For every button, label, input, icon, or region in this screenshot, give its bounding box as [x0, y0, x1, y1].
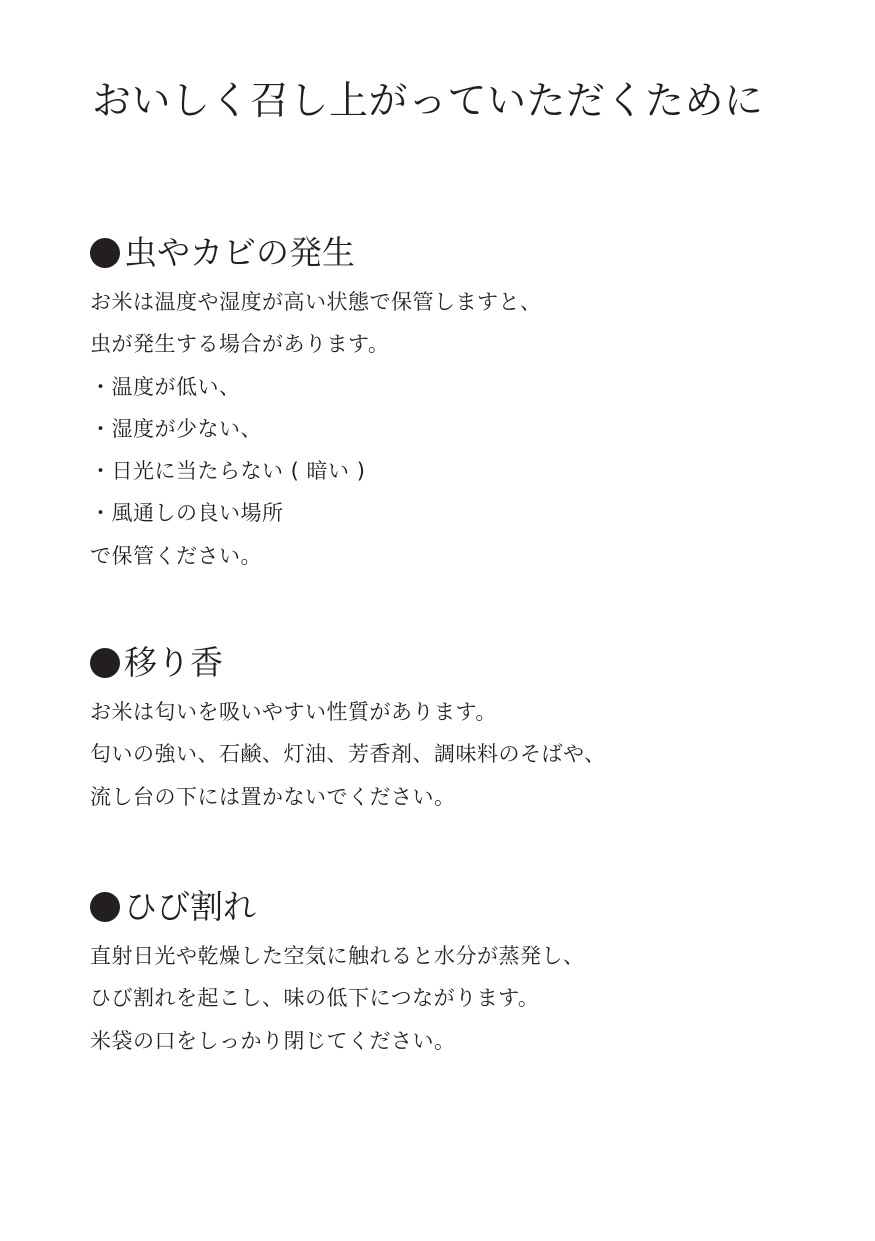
body-line: 虫が発生する場合があります。 [90, 332, 390, 357]
page-title: おいしく召し上がっていただくために [92, 79, 764, 124]
body-line: ・日光に当たらない ( 暗い ) [90, 459, 366, 484]
section-heading [90, 231, 810, 275]
section-heading [90, 885, 810, 929]
body-line: ・湿度が少ない、 [90, 416, 262, 441]
section-heading-text: 移り香 [124, 643, 223, 682]
body-line: ・温度が低い、 [90, 374, 241, 399]
body-line: 匂いの強い、石鹸、灯油、芳香剤、調味料のそばや、 [90, 742, 606, 767]
section-odor-transfer [90, 641, 810, 818]
bullet-circle-icon [90, 238, 120, 268]
section-heading-text: 虫やカビの発生 [124, 233, 355, 272]
bullet-circle-icon [90, 648, 120, 678]
section-cracking [90, 885, 810, 1062]
body-line: で保管ください。 [90, 543, 262, 568]
section-body [90, 691, 810, 818]
body-line: 流し台の下には置かないでください。 [90, 784, 456, 809]
body-line: ・風通しの良い場所 [90, 501, 284, 526]
section-body [90, 281, 810, 577]
bullet-circle-icon [90, 892, 120, 922]
section-heading [90, 641, 810, 685]
body-line: 米袋の口をしっかり閉じてください。 [90, 1028, 456, 1053]
section-heading-text: ひび割れ [124, 887, 256, 926]
body-line: お米は匂いを吸いやすい性質があります。 [90, 700, 497, 724]
section-insects-mold [90, 231, 810, 577]
body-line: ひび割れを起こし、味の低下につながります。 [90, 986, 540, 1011]
section-body [90, 935, 810, 1062]
body-line: 直射日光や乾燥した空気に触れると水分が蒸発し、 [90, 944, 585, 968]
body-line: お米は温度や湿度が高い状態で保管しますと、 [90, 290, 542, 314]
